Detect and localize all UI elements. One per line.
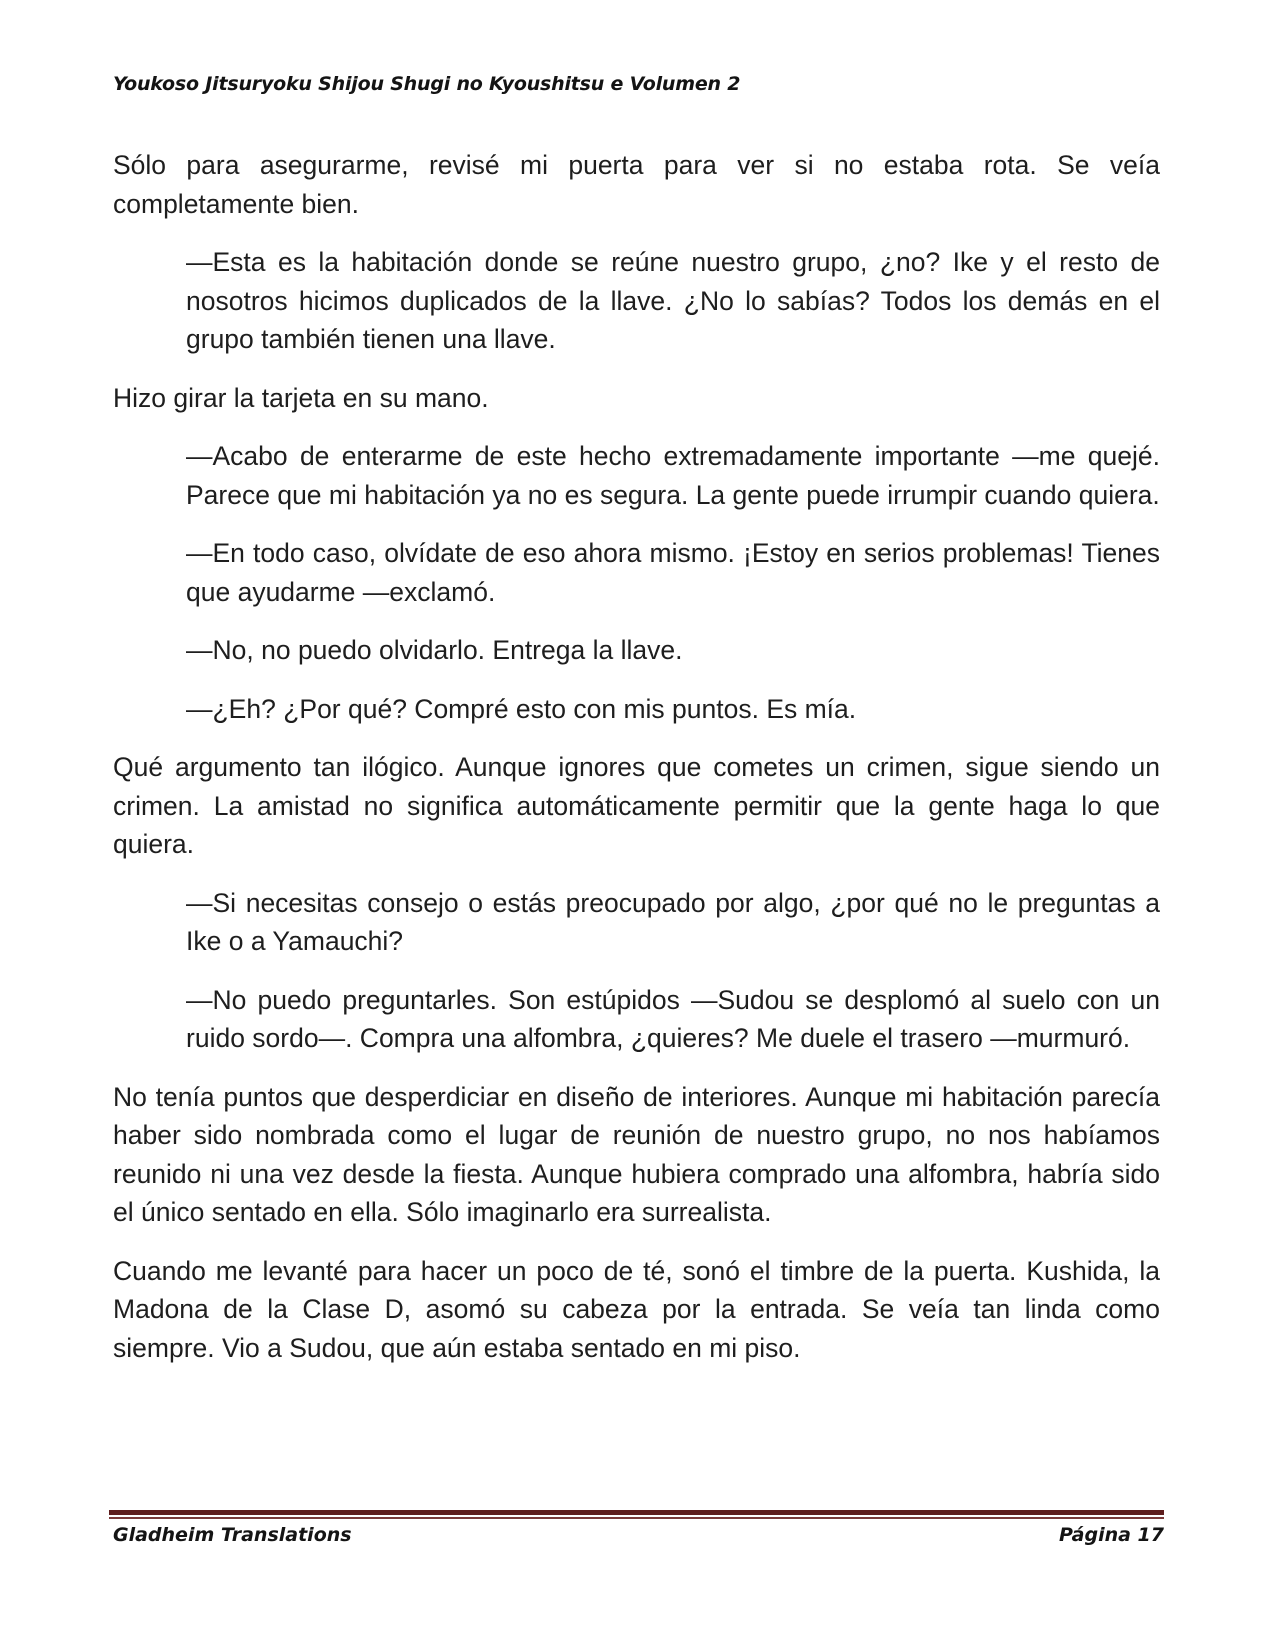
paragraph-narration: No tenía puntos que desperdiciar en diseño de interiores. Aunque mi habitación parecía haber sido nombrada como el lugar de reunión de nuestro grupo, no nos habíamos reunido ni una vez desde la fiesta. Aunque hubiera comprado una alfombra, habría sido el único sentado en ella. Sólo imaginarlo era surrealista. bbox=[113, 1081, 1160, 1227]
body-text bbox=[113, 146, 1160, 1387]
paragraph-dialog: —Esta es la habitación donde se reúne nuestro grupo, ¿no? Ike y el resto de nosotros hicimos duplicados de la llave. ¿No lo sabías? Todos los demás en el grupo también tienen una llave. bbox=[186, 247, 1160, 354]
footer-divider-thin bbox=[109, 1517, 1164, 1519]
paragraph-dialog: —Si necesitas consejo o estás preocupado por algo, ¿por qué no le preguntas a Ike o a Yamauchi? bbox=[186, 887, 1160, 956]
paragraph-narration: Sólo para asegurarme, revisé mi puerta para ver si no estaba rota. Se veía completamente bien. bbox=[113, 150, 1160, 219]
paragraph-dialog: —No, no puedo olvidarlo. Entrega la llave. bbox=[186, 635, 683, 665]
paragraph-dialog: —Acabo de enterarme de este hecho extremadamente importante —me quejé. Parece que mi habitación ya no es segura. La gente puede irrumpir cuando quiera. bbox=[186, 441, 1160, 510]
footer-translator: Gladheim Translations bbox=[113, 1524, 352, 1546]
footer-page-number: Página 17 bbox=[1058, 1524, 1164, 1546]
paragraph-dialog: —¿Eh? ¿Por qué? Compré esto con mis puntos. Es mía. bbox=[186, 693, 857, 724]
paragraph-dialog: —En todo caso, olvídate de eso ahora mismo. ¡Estoy en serios problemas! Tienes que ayudarme —exclamó. bbox=[186, 538, 1160, 607]
paragraph-narration: Hizo girar la tarjeta en su mano. bbox=[113, 382, 489, 413]
footer-divider-thick bbox=[109, 1510, 1164, 1515]
running-header: Youkoso Jitsuryoku Shijou Shugi no Kyoushitsu e Volumen 2 bbox=[113, 73, 741, 95]
paragraph-dialog: —No puedo preguntarles. Son estúpidos —Sudou se desplomó al suelo con un ruido sordo—. Compra una alfombra, ¿quieres? Me duele el trasero —murmuró. bbox=[186, 984, 1160, 1053]
paragraph-narration: Qué argumento tan ilógico. Aunque ignores que cometes un crimen, sigue siendo un crimen. La amistad no significa automáticamente permitir que la gente haga lo que quiera. bbox=[113, 752, 1160, 859]
paragraph-narration: Cuando me levanté para hacer un poco de té, sonó el timbre de la puerta. Kushida, la Madona de la Clase D, asomó su cabeza por la entrada. Se veía tan linda como siempre. Vio a Sudou, que aún estaba sentado en mi piso. bbox=[113, 1255, 1160, 1363]
